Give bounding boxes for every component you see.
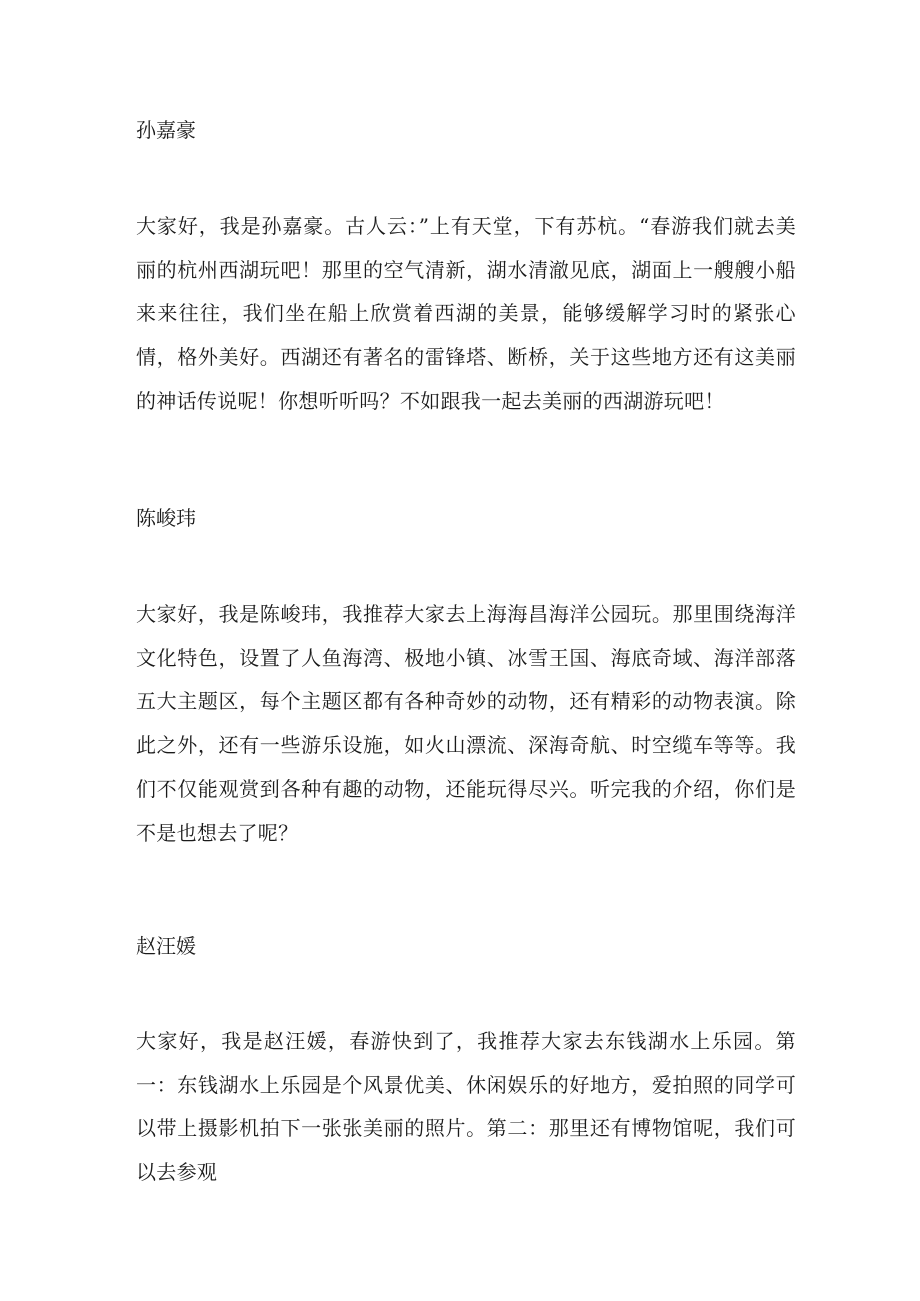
speech-paragraph-1: 大家好，我是孙嘉豪。古人云：”上有天堂，下有苏杭。“春游我们就去美丽的杭州西湖玩吧！那里的空气清新，湖水清澈见底，湖面上一艘艘小船来来往往，我们坐在船上欣赏着西湖的美景，能够缓解学习时的紧张心情，格外美好。西湖还有著名的雷锋塔、断桥，关于这些地方还有这美丽的神话传说呢！你想听听吗？不如跟我一起去美丽的西湖游玩吧！ — [136, 214, 796, 413]
speaker-name-2: 陈峻玮 — [136, 506, 196, 530]
speech-paragraph-2: 大家好，我是陈峻玮，我推荐大家去上海海昌海洋公园玩。那里围绕海洋文化特色，设置了人鱼海湾、极地小镇、冰雪王国、海底奇域、海洋部落五大主题区，每个主题区都有各种奇妙的动物，还有精彩的动物表演。除此之外，还有一些游乐设施，如火山漂流、深海奇航、时空缆车等等。我们不仅能观赏到各种有趣的动物，还能玩得尽兴。听完我的介绍，你们是不是也想去了呢？ — [136, 602, 796, 845]
speaker-name-1: 孙嘉豪 — [136, 118, 196, 142]
speech-paragraph-3: 大家好，我是赵汪媛，春游快到了，我推荐大家去东钱湖水上乐园。第一：东钱湖水上乐园是个风景优美、休闲娱乐的好地方，爱拍照的同学可以带上摄影机拍下一张张美丽的照片。第二：那里还有博物馆呢，我们可以去参观 — [136, 1029, 796, 1185]
speaker-name-3: 赵汪媛 — [136, 934, 196, 958]
